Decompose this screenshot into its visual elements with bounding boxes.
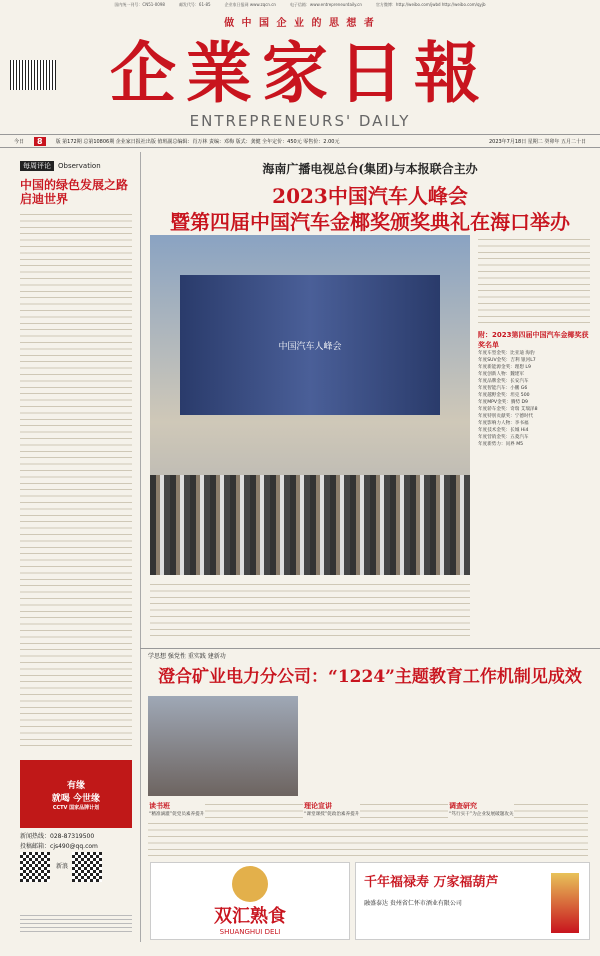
col3-sub: “笃行实干”为企业发展破题攻关	[449, 812, 514, 817]
col2-head: 理论宣讲	[304, 802, 332, 810]
award-item: 年度MPV金奖：腾势 D9	[478, 400, 528, 405]
page-number: 8	[34, 137, 46, 146]
qr-code-icon[interactable]	[72, 852, 102, 882]
ad-text: 就喝 今世缘	[51, 793, 101, 804]
top-strip	[0, 0, 600, 10]
award-item: 年度新能源金奖：理想 L9	[478, 365, 531, 370]
award-item: 年度SUV金奖：吉利 银河L7	[478, 358, 536, 363]
qr-code-icon[interactable]	[20, 852, 50, 882]
col2-sub: “课堂课授”促政治素养提升	[304, 812, 360, 817]
col3-head: 调查研究	[449, 802, 477, 810]
top-strip-item[interactable]: 电子信箱：www.entrepreneurdaily.cn	[289, 2, 362, 7]
issue-date: 2023年7月18日 星期二 癸卯年 五月二十日	[488, 138, 586, 145]
award-list-title: 附：2023第四届中国汽车金椰奖获奖名单	[478, 331, 589, 349]
sidebar-body-text	[20, 210, 132, 746]
pig-logo-icon	[232, 866, 268, 902]
stage-backdrop	[180, 275, 440, 415]
article-body-text	[150, 580, 470, 640]
award-item: 年度新势力：问界 M5	[478, 442, 524, 447]
today-label: 今日	[14, 138, 25, 145]
top-strip-item: 国内统一刊号：CN51-0098	[114, 2, 165, 7]
weibo-label: 新浪	[56, 863, 69, 870]
top-strip-item[interactable]: 企业家日报网 www.zqcn.cn	[224, 2, 276, 7]
col1-head: 读书班	[149, 802, 170, 810]
ad-jinshiyuan[interactable]	[20, 760, 132, 828]
email-link[interactable]: cjs490@qq.com	[50, 843, 98, 850]
award-item: 年度特别贡献奖：宁德时代	[478, 414, 534, 419]
ad-sub: CCTV 国家品牌计划	[52, 804, 100, 811]
event-photo[interactable]	[150, 235, 470, 575]
award-item: 年度车型金奖：比亚迪 海豹	[478, 351, 535, 356]
ad-brand: 有缘	[66, 780, 85, 791]
top-strip-item[interactable]: 官方微博：http://weibo.com/jwbd http://weibo.com/qyjb	[375, 2, 486, 7]
section-tags: 学思想 强党性 重实践 建新功	[140, 648, 600, 660]
contact-box	[20, 832, 132, 882]
subheadline: 海南广播电视总台(集团)与本报联合主办	[262, 162, 478, 176]
sidebar-title[interactable]: 中国的绿色发展之路启迪世界	[20, 178, 129, 206]
col1-sub: “精准滴灌”促党员素养提升	[149, 812, 205, 817]
bottle-icon	[551, 873, 579, 933]
masthead-english: ENTREPRENEURS' DAILY	[189, 112, 411, 130]
award-item: 年度创新人物：魏建军	[478, 372, 524, 377]
ad-sh-en: SHUANGHUI DELI	[219, 928, 281, 936]
section-headline[interactable]: 澄合矿业电力分公司：“1224”主题教育工作机制见成效	[158, 667, 582, 687]
headline-line-2[interactable]: 暨第四届中国汽车金椰奖颁奖典礼在海口举办	[170, 210, 570, 234]
sidebar-header	[20, 160, 120, 172]
award-item: 年度越野金奖：坦克 500	[478, 393, 530, 398]
issue-info: 版 第172期 总第10806期 企业家日报社出版 值班副总编辑：肖万林 责编：邓梅 版式：龚健 全年定价：450元 零售价：2.00元	[55, 138, 340, 145]
stage-text: 中国汽车人峰会	[278, 341, 342, 352]
column-tag: Observation	[58, 162, 101, 170]
award-list-box	[478, 330, 590, 620]
slogan: 做 中 国 企 业 的 思 想 者	[224, 18, 376, 29]
award-item: 年度轿车金奖：奇瑞 艾瑞泽8	[478, 407, 538, 412]
award-item: 年度营销金奖：五菱汽车	[478, 435, 529, 440]
column-divider	[140, 152, 141, 942]
info-bar	[0, 134, 600, 148]
ad-shuanghui[interactable]	[150, 862, 350, 940]
article-right-text	[478, 235, 590, 325]
award-item: 年度技术金奖：长城 Hi4	[478, 428, 529, 433]
masthead: 企業家日報	[110, 34, 490, 112]
award-list	[478, 350, 590, 448]
crowd	[150, 475, 470, 575]
credits-text	[20, 912, 132, 934]
award-item: 年度品牌金奖：长安汽车	[478, 379, 529, 384]
award-item: 年度影响力人物：李书福	[478, 421, 529, 426]
top-strip-item: 邮发代号：61-85	[178, 2, 211, 7]
hotline-number: 028-87319500	[50, 833, 95, 840]
column-label: 每周评论	[20, 161, 54, 171]
ad-qh-sub: 融盛泰达 贵州省仁怀市酒业有限公司	[364, 900, 462, 907]
ad-qh-head: 千年福禄寿 万家福葫芦	[364, 875, 499, 890]
ad-sh-cn: 双汇熟食	[214, 906, 286, 927]
section-columns	[148, 800, 588, 860]
meeting-photo[interactable]	[148, 696, 298, 796]
hotline-label: 新闻热线：	[20, 833, 51, 840]
headline-line-1[interactable]: 2023中国汽车人峰会	[272, 184, 468, 208]
email-label: 投稿邮箱：	[20, 843, 51, 850]
award-item: 年度智能汽车：小鹏 G6	[478, 386, 528, 391]
ad-liquor[interactable]	[355, 862, 590, 940]
